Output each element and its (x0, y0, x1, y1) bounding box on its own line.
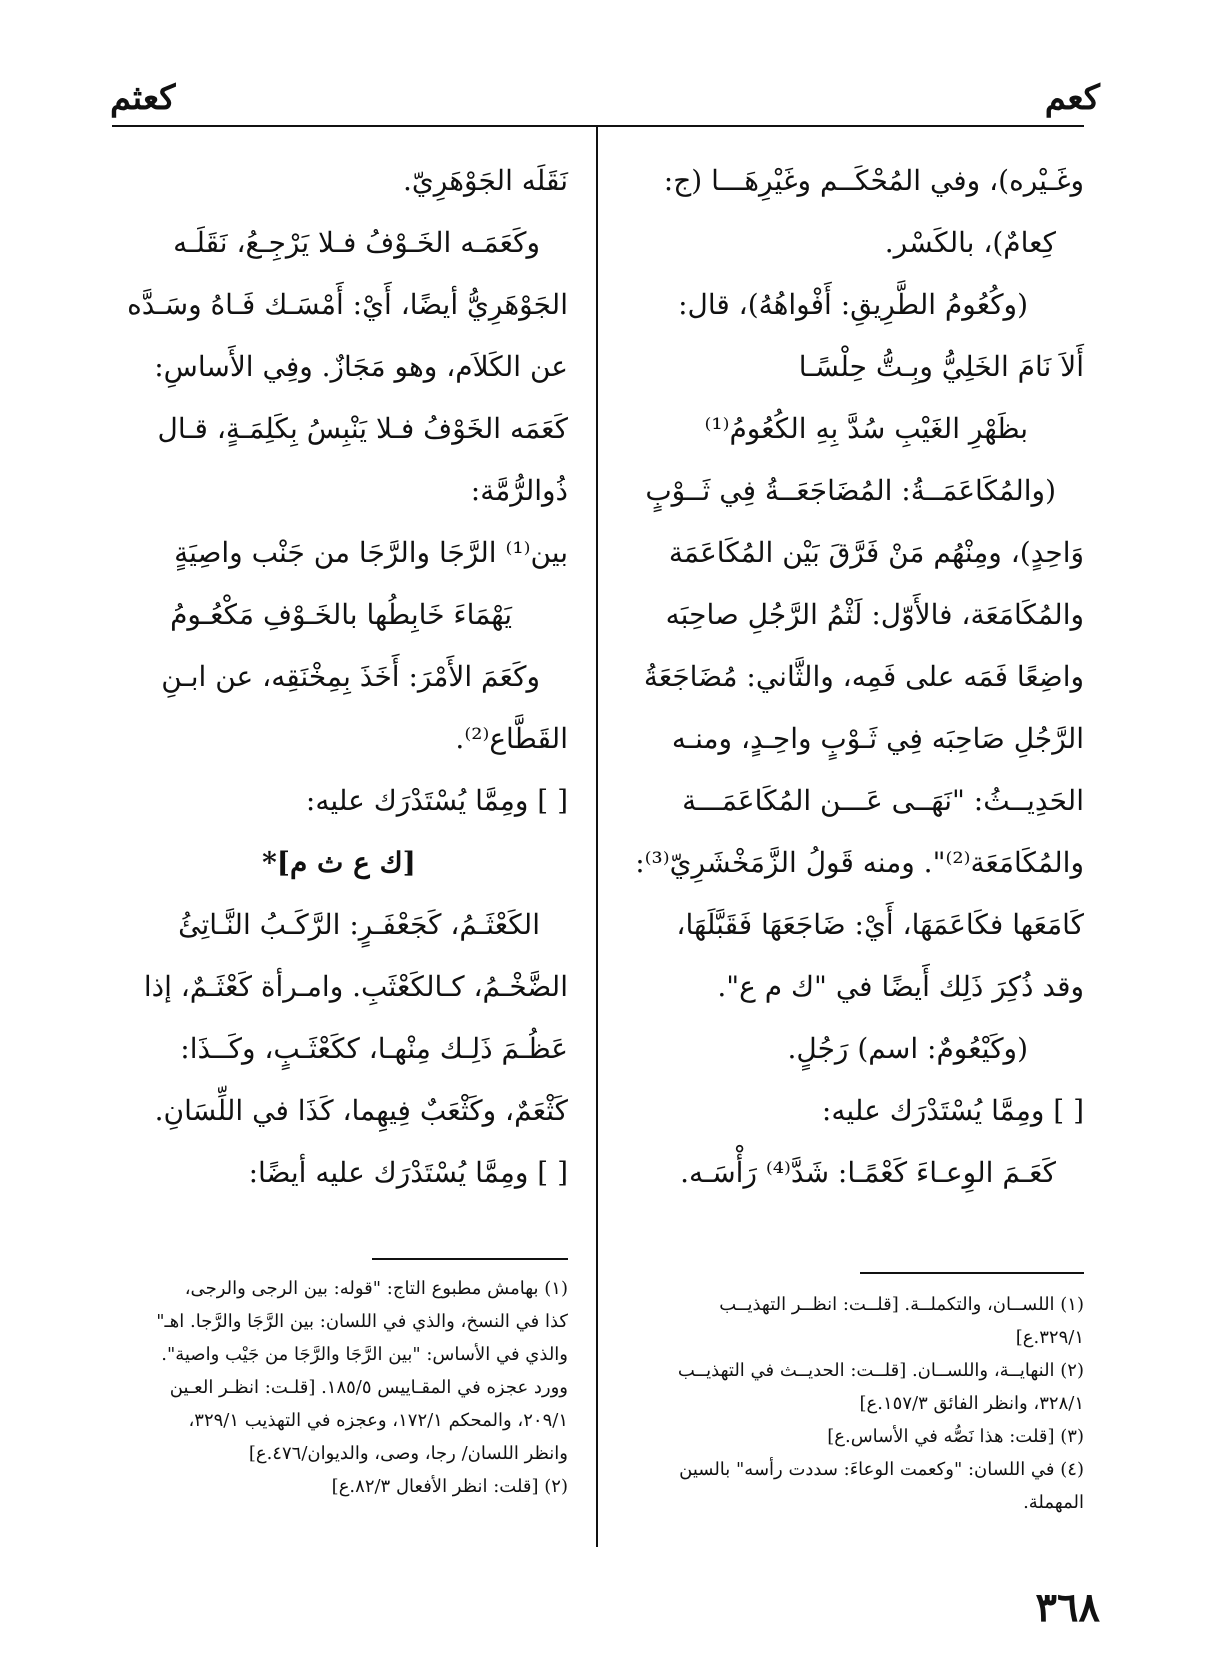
entry-heading: [ك ع ث م]* (262, 846, 416, 879)
footnote-line: ٣٢٨/١، وانظر الفائق ١٥٧/٣.ع] (859, 1393, 1084, 1414)
text-line: نَقَلَه الجَوْهَرِيّ. (402, 164, 568, 197)
footnote-line: وورد عجزه في المقـاييس ١٨٥/٥. [قلـت: انظـر العـين (169, 1377, 568, 1398)
text-line: عن الكَلاَم، وهو مَجَازٌ. وفِي الأَساسِ: (154, 350, 568, 383)
footnote-line: (١) بهامش مطبوع التاج: "قوله: بين الرجى والرجى، (184, 1278, 568, 1299)
text-line: ذُوالرُّمَّة: (470, 474, 568, 507)
text-line: وغَـيْره)، وفي المُحْكَــم وغَيْرِهَـــا (ج: (663, 164, 1084, 197)
header-rule (112, 125, 1084, 127)
footnote-line: والذي في الأساس: "بين الرَّجَا والرَّجَا من جَيْب واصية". (161, 1344, 568, 1365)
text-line: والمُكَامَعَة⁽²⁾". ومنه قَولُ الزَّمَخْشَرِيّ⁽³⁾: (635, 846, 1084, 879)
footnote-rule-right (860, 1272, 1084, 1274)
footnote-line: (١) اللســان، والتكملــة. [قلــت: انظــر التهذيــب (719, 1294, 1084, 1315)
footnote-rule-left (372, 1258, 568, 1260)
text-line: وقد ذُكِرَ ذَلِك أَيضًا في "ك م ع". (717, 970, 1084, 1003)
text-line: وَاحِدٍ)، ومِنْهُم مَنْ فَرَّقَ بَيْن المُكَاعَمَة (668, 536, 1084, 569)
text-line: القَطَّاع⁽²⁾. (455, 722, 568, 755)
text-line: كَعَمَه الخَوْفُ فـلا يَنْبِسُ بِكَلِمَـةٍ، قـال (157, 412, 568, 445)
text-line: عَظُـمَ ذَلِـك مِنْهـا، ككَعْثَـبٍ، وكَــذَا: (180, 1032, 568, 1065)
verse-line: يَهْمَاءَ خَابِطُها بالخَـوْفِ مَكْعُـومُ (170, 598, 512, 631)
verse-line: بين⁽¹⁾ الرَّجَا والرَّجَا من جَنْب واصِيَةٍ (174, 536, 568, 569)
text-line: واضِعًا فَمَه على فَمِه، والثَّاني: مُضَاجَعَةُ (643, 660, 1084, 693)
text-line: (وكُعُومُ الطَّرِيقِ: أَفْواهُهُ)، قال: (678, 288, 1028, 321)
verse-line: أَلاَ نَامَ الخَلِيُّ وبِـتُّ حِلْسًـا (798, 350, 1084, 383)
footnote-line: ٣٢٩/١.ع] (1015, 1327, 1084, 1348)
footnote-line: وانظر اللسان/ رجا، وصى، والديوان/٤٧٦.ع] (248, 1443, 568, 1464)
text-line: [ ] ومِمَّا يُسْتَدْرَك عليه: (821, 1094, 1084, 1127)
text-line: (والمُكَاعَمَــةُ: المُضَاجَعَــةُ فِي ثَــوْبٍ (645, 474, 1056, 507)
text-line: الكَعْثَـمُ، كَجَعْفَـرٍ: الرَّكَـبُ النَّـاتِئُ (178, 908, 540, 941)
footnote-line: (٣) [قلت: هذا نَصُّه في الأساس.ع] (827, 1426, 1084, 1447)
left-footnotes (110, 1272, 568, 1503)
text-line: والمُكَامَعَة، فالأَوّل: لَثْمُ الرَّجُلِ صاحِبَه (665, 598, 1084, 631)
header-entry-left: كعثم (110, 78, 176, 118)
text-line: الحَدِيــثُ: "نَهَــى عَـــن المُكَاعَمَـــة (682, 784, 1084, 817)
page-number: ٣٦٨ (1035, 1584, 1100, 1631)
text-line: وكَعَمَ الأَمْرَ: أَخَذَ بِمِخْنَقِه، عن ابـنِ (161, 660, 540, 693)
text-line: كَثْعَمٌ، وكَثْعَبٌ فِيهِما، كَذَا في اللِّسَانِ. (154, 1094, 568, 1127)
text-line: [ ] ومِمَّا يُسْتَدْرَك عليه أيضًا: (248, 1156, 568, 1189)
text-line: [ ] ومِمَّا يُسْتَدْرَك عليه: (305, 784, 568, 817)
text-line: الرَّجُلِ صَاحِبَه فِي ثَـوْبٍ واحِـدٍ، ومنـه (671, 722, 1084, 755)
footnote-line: (٤) في اللسان: "وكعمت الوعاءَ: سددت رأسه" بالسين (679, 1459, 1084, 1480)
text-line: (وكَيْعُومٌ: اسم) رَجُلٍ. (787, 1032, 1028, 1065)
footnote-line: كذا في النسخ، والذي في اللسان: بين الرَّجَا والرَّجا. اهـ" (156, 1311, 568, 1332)
left-column (110, 150, 568, 1204)
verse-line: بظَهْرِ الغَيْبِ سُدَّ بِهِ الكُعُومُ⁽¹⁾ (704, 412, 1028, 445)
right-column (628, 150, 1084, 1204)
column-divider (596, 125, 598, 1547)
text-line: الضَّخْـمُ، كـالكَعْثَبِ. وامـرأة كَعْثَـمٌ، إذا (143, 970, 568, 1003)
text-line: كَعَـمَ الوِعـاءَ كَعْمًـا: شَدَّ⁽⁴⁾ رَأْسَـه. (680, 1156, 1056, 1189)
footnote-line: (٢) النهايــة، واللســان. [قلــت: الحديــث في التهذيــب (677, 1360, 1084, 1381)
footnote-line: ٢٠٩/١، والمحكم ١٧٢/١، وعجزه في التهذيب ٣٢٩/١، (188, 1410, 568, 1431)
text-line: كِعامٌ)، بالكَسْر. (884, 226, 1056, 259)
text-line: الجَوْهَرِيُّ أيضًا، أَيْ: أَمْسَـك فَـاهُ وسَـدَّه (127, 288, 568, 321)
footnote-line: المهملة. (1023, 1492, 1084, 1513)
text-line: كَامَعَها فكَاعَمَهَا، أَيْ: ضَاجَعَهَا فَقَبَّلَهَا، (676, 908, 1084, 941)
right-footnotes (628, 1288, 1084, 1519)
header-entry-right: كعم (1044, 78, 1100, 118)
footnote-line: (٢) [قلت: انظر الأفعال ٨٢/٣.ع] (331, 1476, 568, 1497)
text-line: وكَعَمَـه الخَـوْفُ فـلا يَرْجِـعُ، نَقَلَـه (173, 226, 540, 259)
